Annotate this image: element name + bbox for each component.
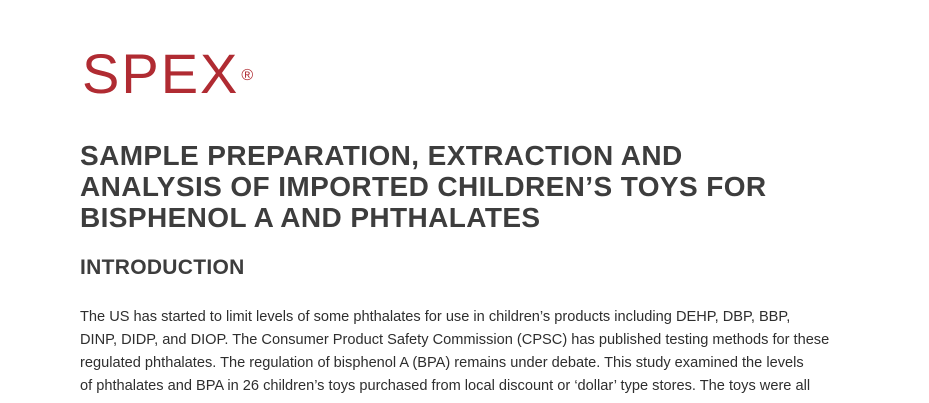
section-heading-introduction: INTRODUCTION: [80, 256, 245, 279]
document-title: [80, 140, 880, 233]
title-line: BISPHENOL A AND PHTHALATES: [80, 202, 541, 233]
paragraph-line: DINP, DIDP, and DIOP. The Consumer Product Safety Commission (CPSC) has published testing methods for these: [80, 332, 830, 348]
title-line: SAMPLE PREPARATION, EXTRACTION AND: [80, 140, 683, 171]
paragraph-line: of phthalates and BPA in 26 children’s toys purchased from local discount or ‘dollar’ type stores. The toys were all: [80, 378, 811, 394]
spex-logo: [82, 42, 256, 105]
logo-text: SPEX: [82, 42, 240, 105]
title-line: ANALYSIS OF IMPORTED CHILDREN’S TOYS FOR: [80, 171, 767, 202]
paragraph-line: regulated phthalates. The regulation of bisphenol A (BPA) remains under debate. This study examined the levels: [80, 355, 804, 371]
registered-mark: ®: [241, 67, 256, 84]
paragraph-line: The US has started to limit levels of some phthalates for use in children’s products including DEHP, DBP, BBP,: [80, 309, 791, 325]
introduction-paragraph: [80, 306, 870, 398]
